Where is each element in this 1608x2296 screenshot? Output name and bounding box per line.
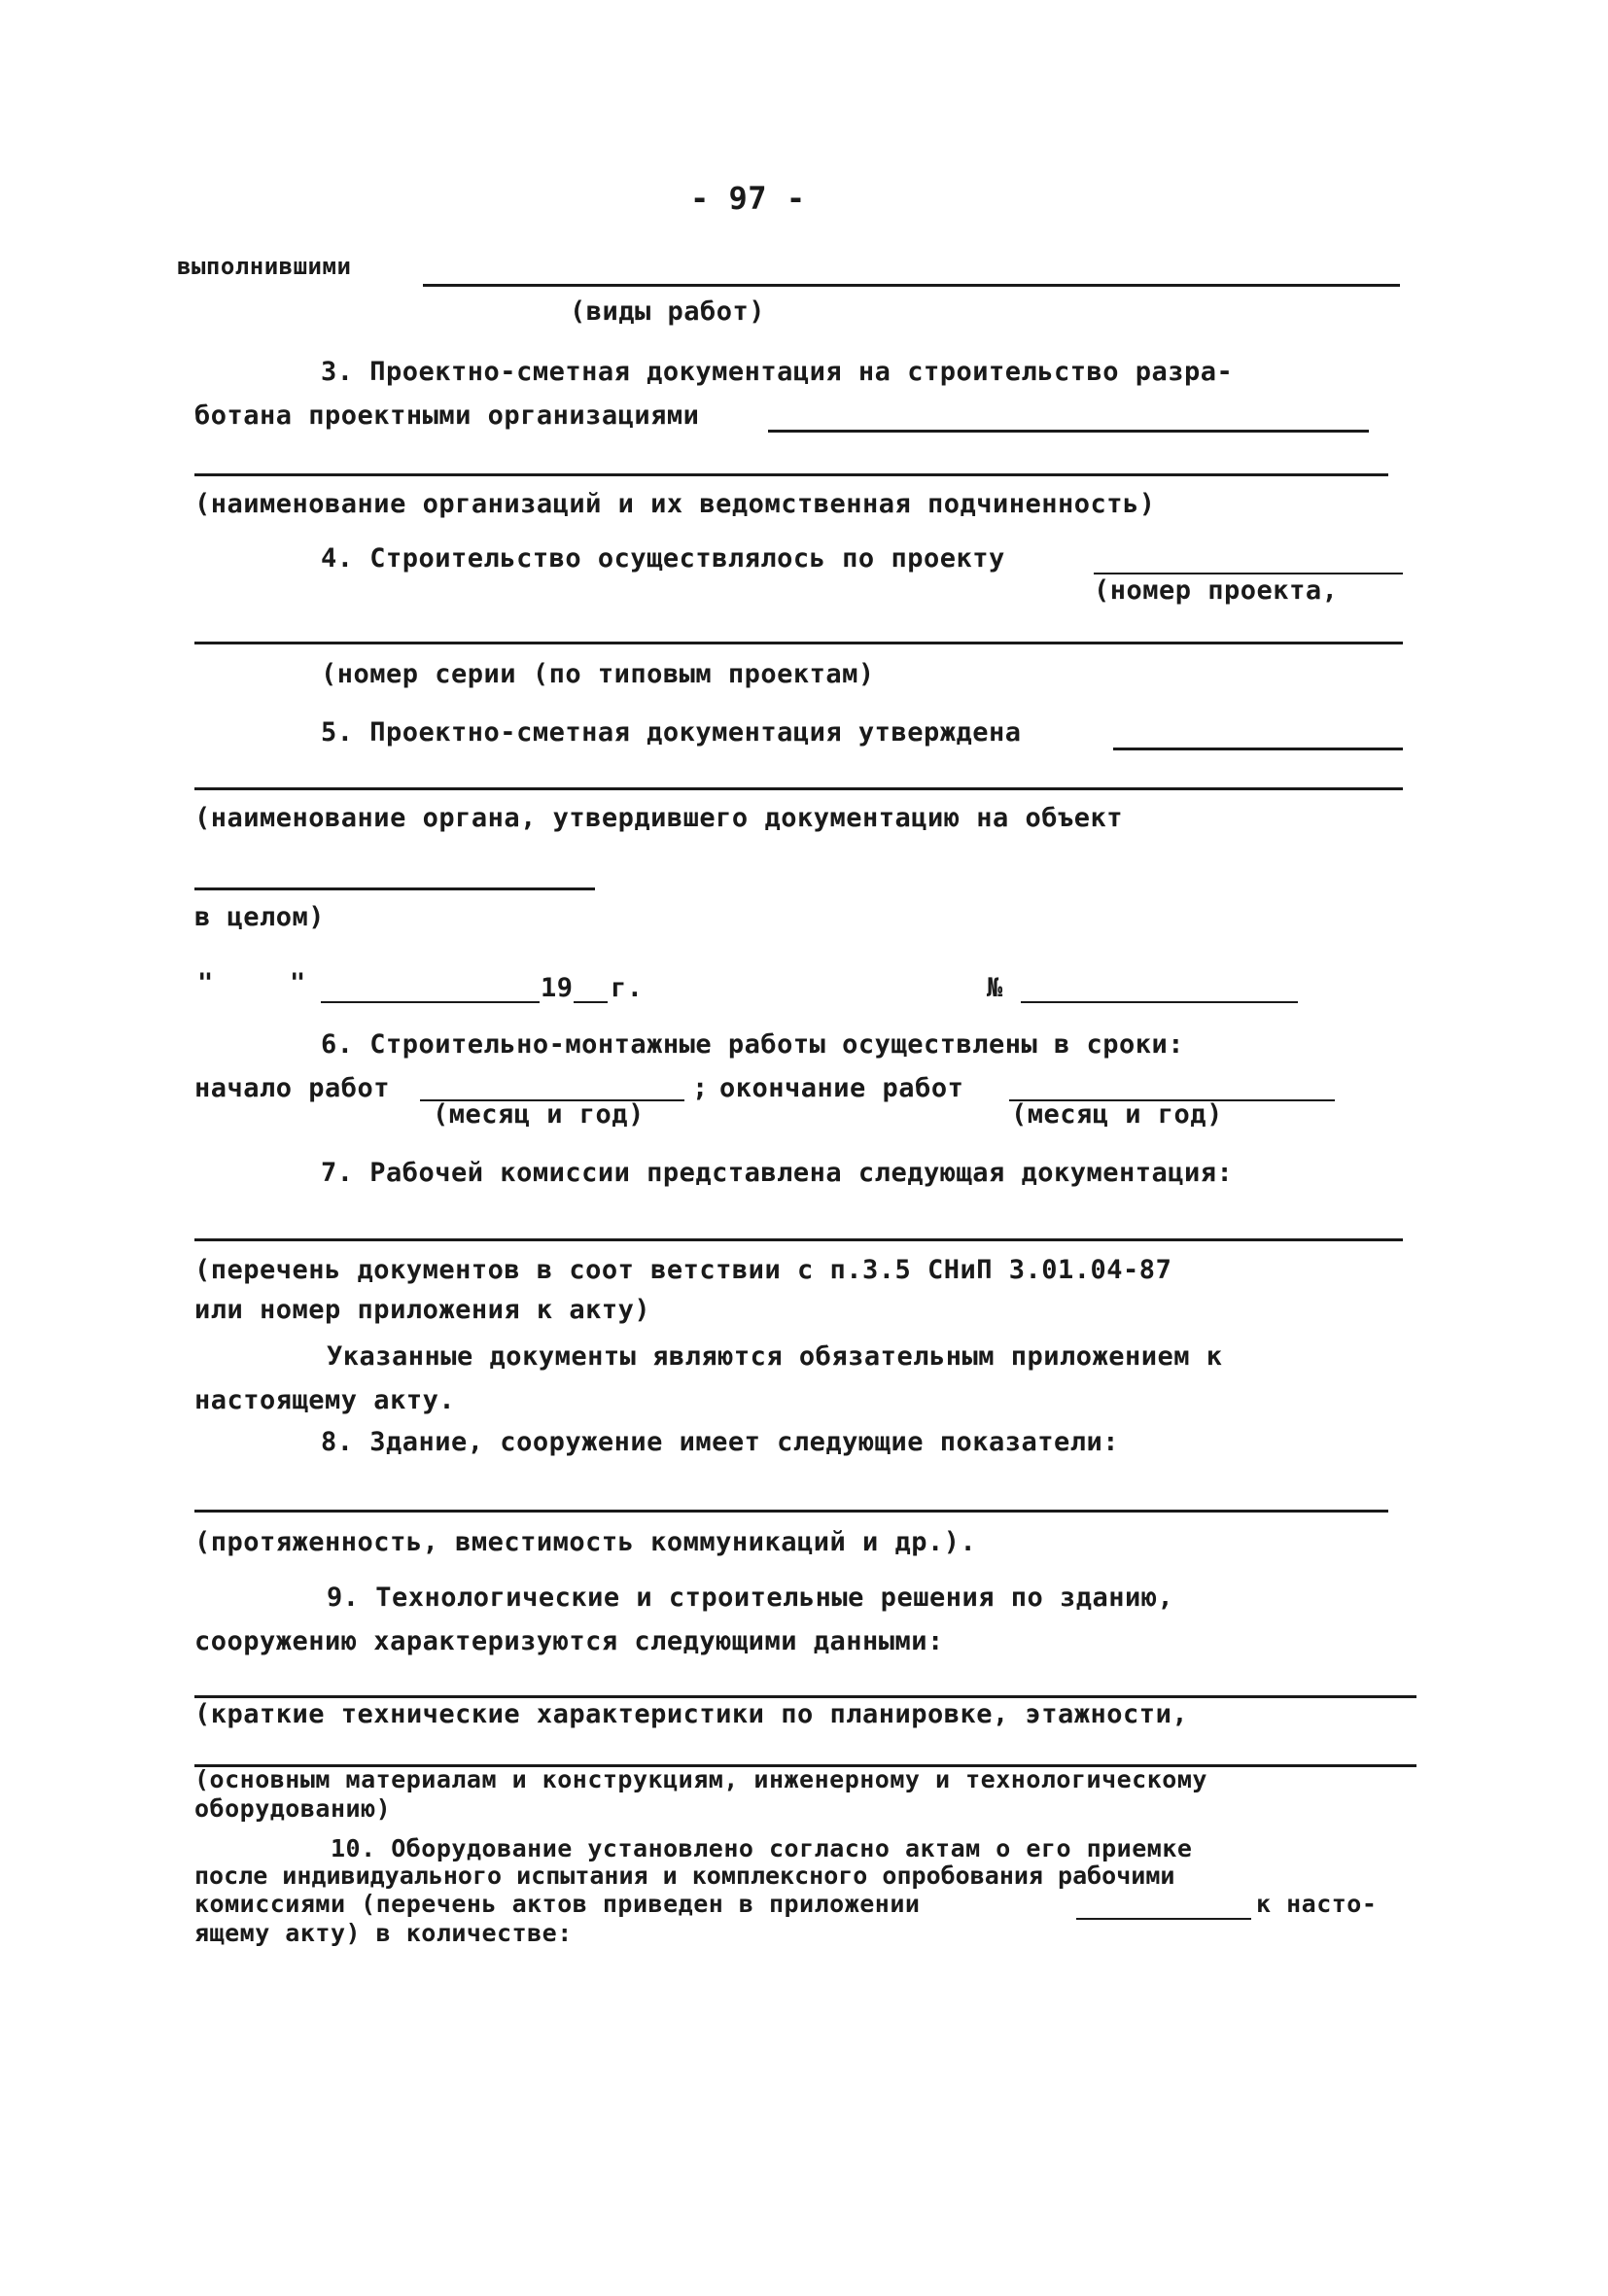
item10-line4: ящему акту) в количестве: xyxy=(194,1919,573,1947)
performed-by-blank xyxy=(423,284,1400,287)
item5-blank-1 xyxy=(1113,748,1403,750)
item6-line1: 6. Строительно-монтажные работы осуществлены в сроки: xyxy=(321,1029,1185,1060)
caption-approver-line1: (наименование органа, утвердившего документацию на объект xyxy=(194,803,1124,833)
date-day-month-blank xyxy=(321,1001,540,1003)
item10-line3: комиссиями (перечень актов приведен в приложении xyxy=(194,1890,921,1918)
item8-blank xyxy=(194,1510,1388,1513)
caption-doc-list-line2: или номер приложения к акту) xyxy=(194,1295,651,1325)
approver-blank-short xyxy=(194,887,595,890)
note-line1: Указанные документы являются обязательным приложением к xyxy=(327,1341,1223,1372)
item4-blank-2 xyxy=(194,642,1403,644)
item5-blank-2 xyxy=(194,787,1403,790)
page-number: - 97 - xyxy=(690,180,806,217)
performed-by-label: выполнившими xyxy=(177,253,352,280)
note-line2: настоящему акту. xyxy=(194,1385,456,1415)
caption-org-names: (наименование организаций и их ведомственная подчиненность) xyxy=(194,489,1156,519)
caption-characteristics: (краткие технические характеристики по планировке, этажности, xyxy=(194,1699,1189,1729)
caption-month-year-end: (месяц и год) xyxy=(1011,1099,1223,1130)
item9-blank-1 xyxy=(194,1695,1416,1698)
date-quote-open: " xyxy=(197,968,214,998)
item9-line2: сооружению характеризуются следующими данными: xyxy=(194,1626,944,1656)
caption-series-number: (номер серии (по типовым проектам) xyxy=(321,659,875,689)
item8-line1: 8. Здание, сооружение имеет следующие показатели: xyxy=(321,1427,1120,1457)
item7-blank xyxy=(194,1238,1403,1241)
caption-work-types: (виды работ) xyxy=(570,296,766,327)
number-blank xyxy=(1021,1001,1298,1003)
caption-materials-line2: оборудованию) xyxy=(194,1794,392,1823)
date-quote-close: " xyxy=(290,968,306,998)
date-year-suffix: г. xyxy=(611,973,644,1003)
item10-line3-end: к насто- xyxy=(1256,1890,1378,1918)
item4-line1: 4. Строительство осуществлялось по проекту xyxy=(321,543,1005,574)
caption-materials-line1: (основным материалам и конструкциям, инженерному и технологическому xyxy=(194,1765,1207,1793)
date-year-blank xyxy=(574,1001,608,1003)
caption-project-number: (номер проекта, xyxy=(1094,575,1339,606)
item10-appendix-blank xyxy=(1076,1918,1251,1920)
caption-doc-list-line1: (перечень документов в соот ветствии с п.3.5 СНиП 3.01.04-87 xyxy=(194,1255,1172,1285)
item7-line1: 7. Рабочей комиссии представлена следующая документация: xyxy=(321,1158,1234,1188)
item10-line2: после индивидуального испытания и комплексного опробования рабочими xyxy=(194,1861,1175,1890)
caption-approver-line2: в целом) xyxy=(194,902,326,932)
caption-indicators: (протяженность, вместимость коммуникаций и др.). xyxy=(194,1527,977,1557)
item3-line1: 3. Проектно-сметная документация на строительство разра- xyxy=(321,357,1234,387)
number-sign: № xyxy=(987,973,1003,1003)
date-year-prefix: 19 xyxy=(541,973,574,1003)
item3-line2: ботана проектными организациями xyxy=(194,400,700,431)
item3-blank-1 xyxy=(768,430,1369,433)
item3-blank-2 xyxy=(194,473,1388,476)
item10-line1: 10. Оборудование установлено согласно актам о его приемке xyxy=(331,1834,1193,1862)
work-start-label: начало работ xyxy=(194,1073,391,1103)
work-end-label: окончание работ xyxy=(719,1073,964,1103)
item9-line1: 9. Технологические и строительные решения по зданию, xyxy=(327,1583,1174,1613)
item4-blank-1 xyxy=(1094,573,1403,574)
caption-month-year-start: (месяц и год) xyxy=(433,1099,645,1130)
dates-separator: ; xyxy=(692,1073,709,1103)
item5-line1: 5. Проектно-сметная документация утверждена xyxy=(321,717,1022,748)
